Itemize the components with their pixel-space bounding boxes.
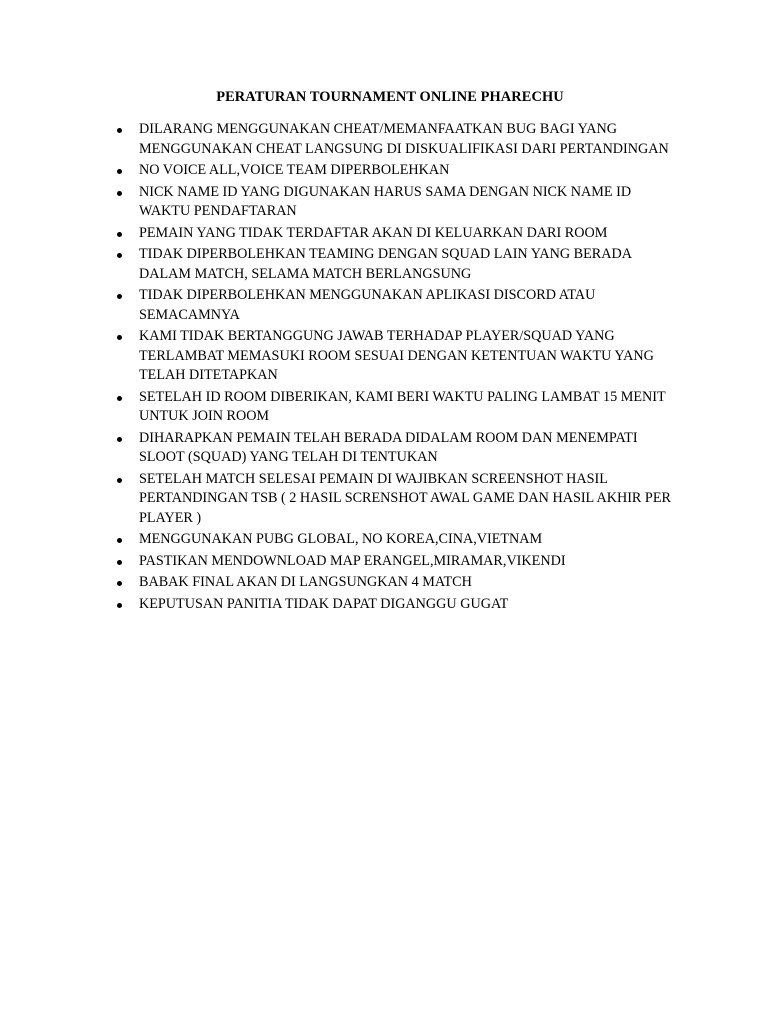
bullet-icon: [117, 396, 122, 401]
rule-text: SETELAH ID ROOM DIBERIKAN, KAMI BERI WAKTU PALING LAMBAT 15 MENIT UNTUK JOIN ROOM: [139, 388, 666, 424]
rule-item: [117, 552, 677, 572]
rule-text: KAMI TIDAK BERTANGGUNG JAWAB TERHADAP PLAYER/SQUAD YANG TERLAMBAT MEMASUKI ROOM SESUAI DENGAN KETENTUAN WAKTU YANG TELAH DITETAPKAN: [139, 328, 654, 383]
bullet-icon: [117, 191, 122, 196]
rule-item: [117, 120, 677, 159]
rule-item: [117, 429, 677, 468]
bullet-icon: [117, 478, 122, 483]
rule-text: NO VOICE ALL,VOICE TEAM DIPERBOLEHKAN: [139, 162, 450, 178]
bullet-icon: [117, 335, 122, 340]
rule-item: [117, 573, 677, 593]
rules-list: [117, 120, 677, 616]
rule-item: [117, 388, 677, 427]
rule-item: [117, 183, 677, 222]
bullet-icon: [117, 232, 122, 237]
rule-item: [117, 530, 677, 550]
rule-text: DIHARAPKAN PEMAIN TELAH BERADA DIDALAM ROOM DAN MENEMPATI SLOOT (SQUAD) YANG TELAH DI TENTUKAN: [139, 429, 638, 465]
rule-text: BABAK FINAL AKAN DI LANGSUNGKAN 4 MATCH: [139, 574, 472, 590]
rule-item: [117, 224, 677, 244]
bullet-icon: [117, 294, 122, 299]
rule-text: TIDAK DIPERBOLEHKAN TEAMING DENGAN SQUAD LAIN YANG BERADA DALAM MATCH, SELAMA MATCH BERLANGSUNG: [139, 246, 632, 282]
rule-item: [117, 286, 677, 325]
bullet-icon: [117, 560, 122, 565]
rule-item: [117, 161, 677, 181]
bullet-icon: [117, 169, 122, 174]
rule-text: MENGGUNAKAN PUBG GLOBAL, NO KOREA,CINA,VIETNAM: [139, 531, 543, 547]
rule-item: [117, 327, 677, 386]
rule-text: PASTIKAN MENDOWNLOAD MAP ERANGEL,MIRAMAR,VIKENDI: [139, 552, 566, 569]
rule-text: DILARANG MENGGUNAKAN CHEAT/MEMANFAATKAN BUG BAGI YANG MENGGUNAKAN CHEAT LANGSUNG DI DISKUALIFIKASI DARI PERTANDINGAN: [139, 121, 669, 157]
bullet-icon: [117, 128, 122, 133]
bullet-icon: [117, 581, 122, 586]
rule-item: [117, 245, 677, 284]
rule-item: [117, 595, 677, 615]
rule-text: KEPUTUSAN PANITIA TIDAK DAPAT DIGANGGU GUGAT: [139, 595, 509, 612]
rule-text: TIDAK DIPERBOLEHKAN MENGGUNAKAN APLIKASI DISCORD ATAU SEMACAMNYA: [139, 287, 596, 323]
rule-text: SETELAH MATCH SELESAI PEMAIN DI WAJIBKAN SCREENSHOT HASIL PERTANDINGAN TSB ( 2 HASIL SCRENSHOT AWAL GAME DAN HASIL AKHIR PER PLAYER ): [139, 470, 671, 526]
document-title: PERATURAN TOURNAMENT ONLINE PHARECHU: [216, 89, 564, 105]
bullet-icon: [117, 437, 122, 442]
rule-text: PEMAIN YANG TIDAK TERDAFTAR AKAN DI KELUARKAN DARI ROOM: [139, 224, 608, 241]
rule-text: NICK NAME ID YANG DIGUNAKAN HARUS SAMA DENGAN NICK NAME ID WAKTU PENDAFTARAN: [139, 183, 632, 219]
bullet-icon: [117, 538, 122, 543]
bullet-icon: [117, 603, 122, 608]
bullet-icon: [117, 253, 122, 258]
rule-item: [117, 470, 677, 529]
